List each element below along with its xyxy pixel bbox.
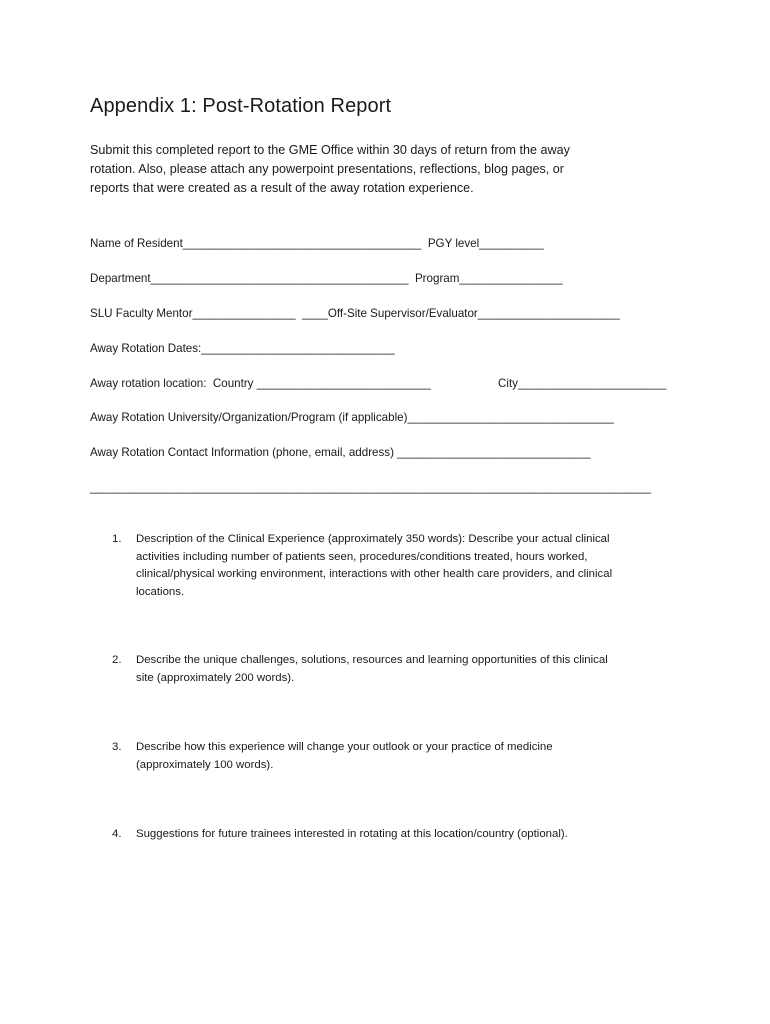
field-row-city: [498, 377, 666, 390]
field-row-resident: [90, 237, 544, 250]
city-field[interactable]: City_______________________: [498, 377, 667, 390]
instructions-line: Submit this completed report to the GME Office within 30 days of return from the away: [90, 143, 570, 157]
question-line: (approximately 100 words).: [136, 758, 274, 771]
question-line: clinical/physical working environment, interactions with other health care providers, and clinical: [136, 568, 613, 580]
question-line: locations.: [136, 585, 185, 598]
rotation-dates-field[interactable]: Away Rotation Dates:______________________________: [90, 342, 395, 355]
field-row-dates: [90, 342, 395, 355]
question-text: [136, 652, 696, 687]
question-line: Describe the unique challenges, solutions, resources and learning opportunities of this clinical: [136, 654, 608, 666]
question-number: 1.: [112, 533, 122, 545]
question-line: Describe how this experience will change your outlook or your practice of medicine: [136, 741, 553, 753]
program-field[interactable]: Program________________: [414, 272, 563, 285]
instructions-line: rotation. Also, please attach any powerpoint presentations, reflections, blog pages, or: [90, 162, 564, 176]
contact-info-continued-field[interactable]: _______________________________________________________________________________________: [90, 481, 651, 494]
field-row-location: [90, 377, 431, 390]
question-number: 2.: [112, 654, 122, 666]
question-line: site (approximately 200 words).: [136, 671, 295, 684]
field-row-mentor: [90, 307, 620, 320]
question-text: [136, 531, 696, 601]
offsite-supervisor-field[interactable]: ____Off-Site Supervisor/Evaluator______________________: [302, 307, 620, 320]
instructions-line: reports that were created as a result of the away rotation experience.: [90, 181, 474, 195]
resident-name-field[interactable]: Name of Resident_____________________________________: [90, 237, 422, 250]
faculty-mentor-field[interactable]: SLU Faculty Mentor________________: [90, 307, 296, 320]
field-row-contact: [90, 446, 591, 459]
field-row-university: [90, 411, 614, 424]
question-text: [136, 739, 696, 774]
question-line: Suggestions for future trainees interested in rotating at this location/country (optional).: [136, 828, 568, 840]
question-line: activities including number of patients seen, procedures/conditions treated, hours worked,: [136, 550, 588, 563]
country-field[interactable]: Away rotation location: Country ___________________________: [90, 377, 431, 390]
question-text: [136, 826, 696, 844]
question-number: 4.: [112, 828, 122, 840]
instructions-paragraph: [90, 141, 670, 198]
university-field[interactable]: Away Rotation University/Organization/Program (if applicable)________________________________: [90, 411, 614, 424]
field-row-contact-continued: [90, 481, 651, 494]
question-number: 3.: [112, 741, 122, 753]
contact-info-field[interactable]: Away Rotation Contact Information (phone, email, address) ______________________________: [90, 446, 591, 459]
pgy-level-field[interactable]: PGY level__________: [427, 237, 544, 250]
question-line: Description of the Clinical Experience (approximately 350 words): Describe your actual clinical: [136, 533, 610, 545]
department-field[interactable]: Department________________________________________: [90, 272, 409, 285]
field-row-department: [90, 272, 563, 285]
page-title: Appendix 1: Post-Rotation Report: [90, 95, 392, 117]
